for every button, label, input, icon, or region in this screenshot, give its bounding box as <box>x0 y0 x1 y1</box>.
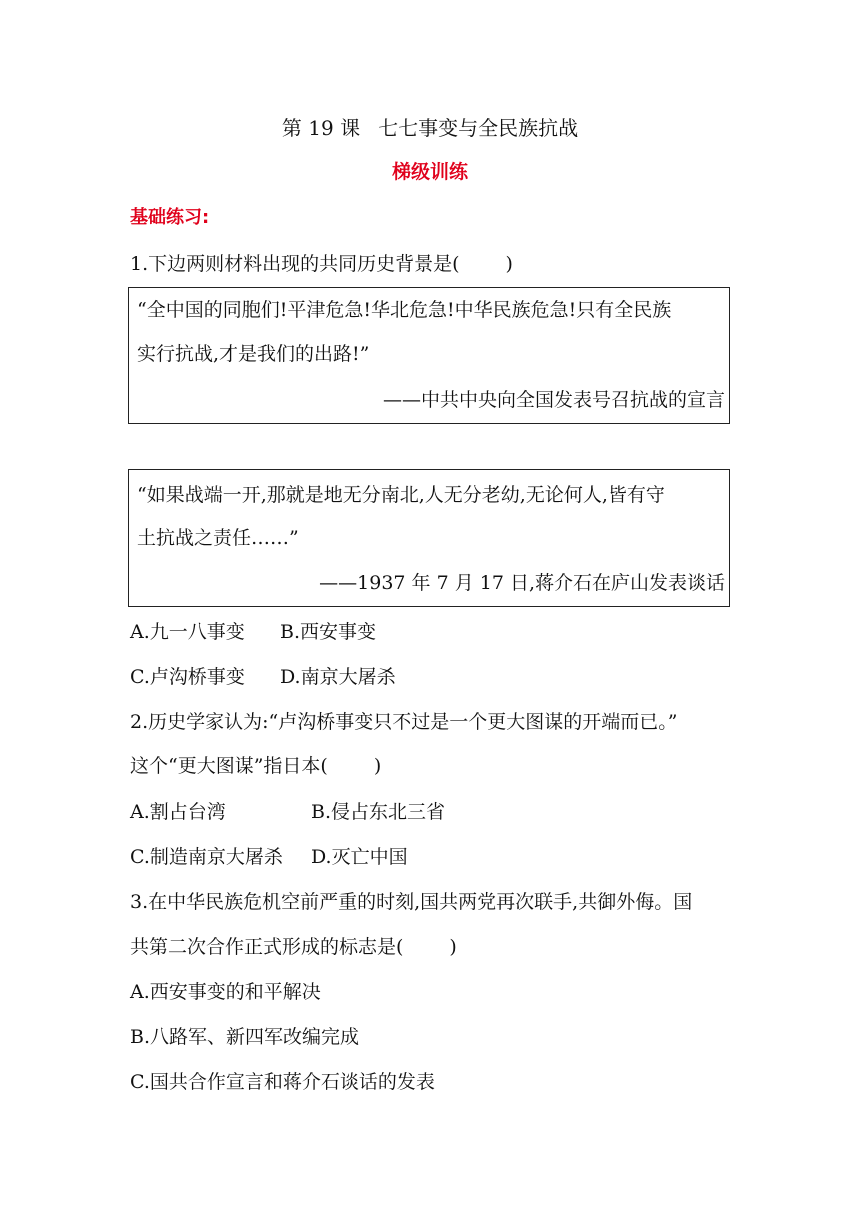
material-1-source: ——中共中央向全国发表号召抗战的宣言 <box>382 389 725 411</box>
question-3-stem-line-2 <box>130 935 457 959</box>
question-3-close: ) <box>449 936 457 958</box>
question-2-close: ) <box>373 755 382 777</box>
option-3c: C.国共合作宣言和蒋介石谈话的发表 <box>130 1071 435 1093</box>
material-box-1 <box>128 287 730 424</box>
material-1-line-2: 实行抗战,才是我们的出路!” <box>137 343 370 365</box>
option-1c: C.卢沟桥事变 <box>130 666 245 688</box>
question-3-text: 共第二次合作正式形成的标志是( <box>130 936 404 958</box>
question-1-close: ) <box>505 253 513 275</box>
option-2b: B.侵占东北三省 <box>311 801 446 823</box>
question-2-options-row-2 <box>130 845 408 869</box>
option-3b: B.八路军、新四军改编完成 <box>130 1026 360 1048</box>
material-2-source: ——1937 年 7 月 17 日,蒋介石在庐山发表谈话 <box>319 572 725 594</box>
lesson-number: 第 19 课 <box>281 116 361 140</box>
option-1b: B.西安事变 <box>280 621 377 643</box>
material-1-line-1: “全中国的同胞们!平津危急!华北危急!中华民族危急!只有全民族 <box>137 299 672 321</box>
section-heading: 基础练习: <box>130 207 210 228</box>
lesson-name: 七七事变与全民族抗战 <box>378 116 579 140</box>
option-1a: A.九一八事变 <box>130 621 245 643</box>
question-1-stem <box>130 252 513 276</box>
question-1-options-row-2 <box>130 665 396 689</box>
question-2-options-row-1 <box>130 800 446 824</box>
material-2-line-2: 土抗战之责任……” <box>137 527 299 549</box>
material-box-2 <box>128 469 730 607</box>
subtitle: 梯级训练 <box>391 161 468 183</box>
option-2d: D.灭亡中国 <box>311 846 408 868</box>
option-3a: A.西安事变的和平解决 <box>130 981 321 1003</box>
question-2-stem-line-1: 2.历史学家认为:“卢沟桥事变只不过是一个更大图谋的开端而已。” <box>130 711 678 733</box>
question-3-stem-line-1: 3.在中华民族危机空前严重的时刻,国共两党再次联手,共御外侮。国 <box>130 891 693 913</box>
lesson-title <box>0 115 860 141</box>
option-1d: D.南京大屠杀 <box>280 666 396 688</box>
option-2a: A.割占台湾 <box>130 801 226 823</box>
material-2-line-1: “如果战端一开,那就是地无分南北,人无分老幼,无论何人,皆有守 <box>137 484 665 506</box>
option-2c: C.制造南京大屠杀 <box>130 846 283 868</box>
question-1-options-row-1 <box>130 620 377 644</box>
question-2-text: 这个“更大图谋”指日本( <box>130 755 328 777</box>
question-2-stem-line-2 <box>130 754 381 778</box>
question-1-text: 1.下边两则材料出现的共同历史背景是( <box>130 253 460 275</box>
